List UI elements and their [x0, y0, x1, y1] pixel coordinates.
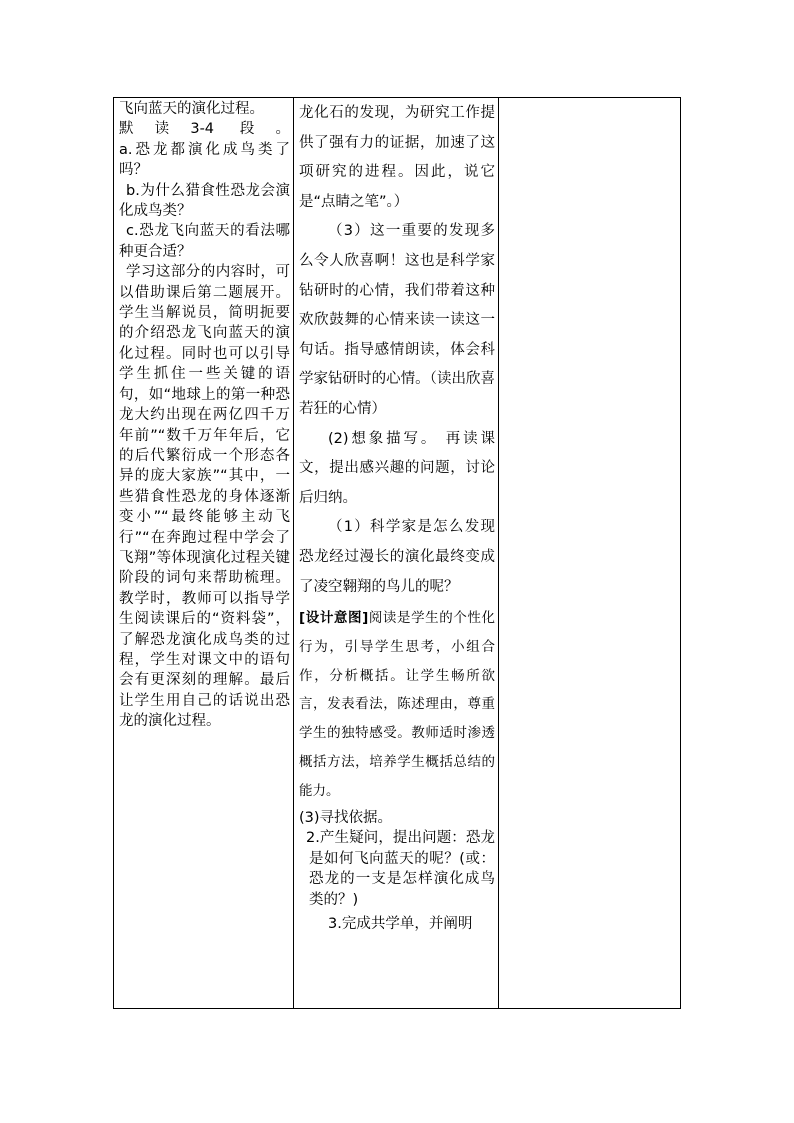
- col1-paragraph: b.为什么猎食性恐龙会演化成鸟类？: [119, 182, 290, 220]
- table-column-guidance: [293, 98, 498, 1008]
- col2-paragraph: 2.产生疑问，提出问题：恐龙是如何飞向蓝天的呢？(或：恐龙的一支是怎样演化成鸟类的？): [306, 830, 495, 908]
- col2-paragraph: 3.完成共学单，并阐明: [328, 916, 473, 933]
- design-intent: [299, 604, 495, 806]
- col1-paragraph: 默读3-4 段。: [119, 121, 290, 138]
- col2-paragraph: （3）这一重要的发现多么令人欣喜啊！这也是科学家钻研时的心情，我们带着这种欢欣鼓舞的心情来读一读这一句话。指导感情朗读，体会科学家钻研时的心情。（读出欣喜若狂的心情）: [299, 223, 495, 417]
- col1-paragraph: 飞向蓝天的演化过程。: [119, 101, 264, 117]
- col2-paragraph: (3)寻找依据。: [299, 809, 393, 826]
- lesson-table: [113, 97, 681, 1009]
- col2-paragraph: (2)想象描写。 再读课文，提出感兴趣的问题，讨论后归纳。: [299, 430, 495, 506]
- col2-paragraph: 龙化石的发现，为研究工作提供了强有力的证据，加速了这项研究的进程。因此，说它是“点睛之笔”。）: [299, 105, 495, 210]
- col2-paragraph: （1）科学家是怎么发现恐龙经过漫长的演化最终变成了凌空翱翔的鸟儿的呢？: [299, 519, 495, 595]
- table-column-notes: [498, 98, 680, 1008]
- col1-paragraph: 学习这部分的内容时，可以借助课后第二题展开。学生当解说员，简明扼要的介绍恐龙飞向蓝天的演化过程。同时也可以引导学生抓住一些关键的语句，如“地球上的第一种恐龙大约出现在两亿四千万年前”“数千万年年后，它的后代繁衍成一个形态各异的庞大家族”“其中，一些猎食性恐龙的身体逐渐变小”“最终能够主动飞行”“在奔跑过程中学会了飞翔”等体现演化过程关键阶段的词句来帮助梳理。教学时，教师可以指导学生阅读课后的“资料袋”，了解恐龙演化成鸟类的过程，学生对课文中的语句会有更深刻的理解。最后让学生用自己的话说出恐龙的演化过程。: [119, 264, 290, 730]
- design-intent-text: 阅读是学生的个性化行为，引导学生思考，小组合作，分析概括。让学生畅所欲言，发表看法，陈述理由，尊重学生的独特感受。教师适时渗透概括方法，培养学生概括总结的能力。: [299, 610, 496, 799]
- col1-paragraph: c.恐龙飞向蓝天的看法哪种更合适？: [119, 223, 290, 260]
- col1-paragraph: a.恐龙都演化成鸟类了吗？: [119, 141, 290, 179]
- table-column-activities: [114, 98, 293, 1008]
- design-intent-label: [设计意图]: [299, 610, 369, 627]
